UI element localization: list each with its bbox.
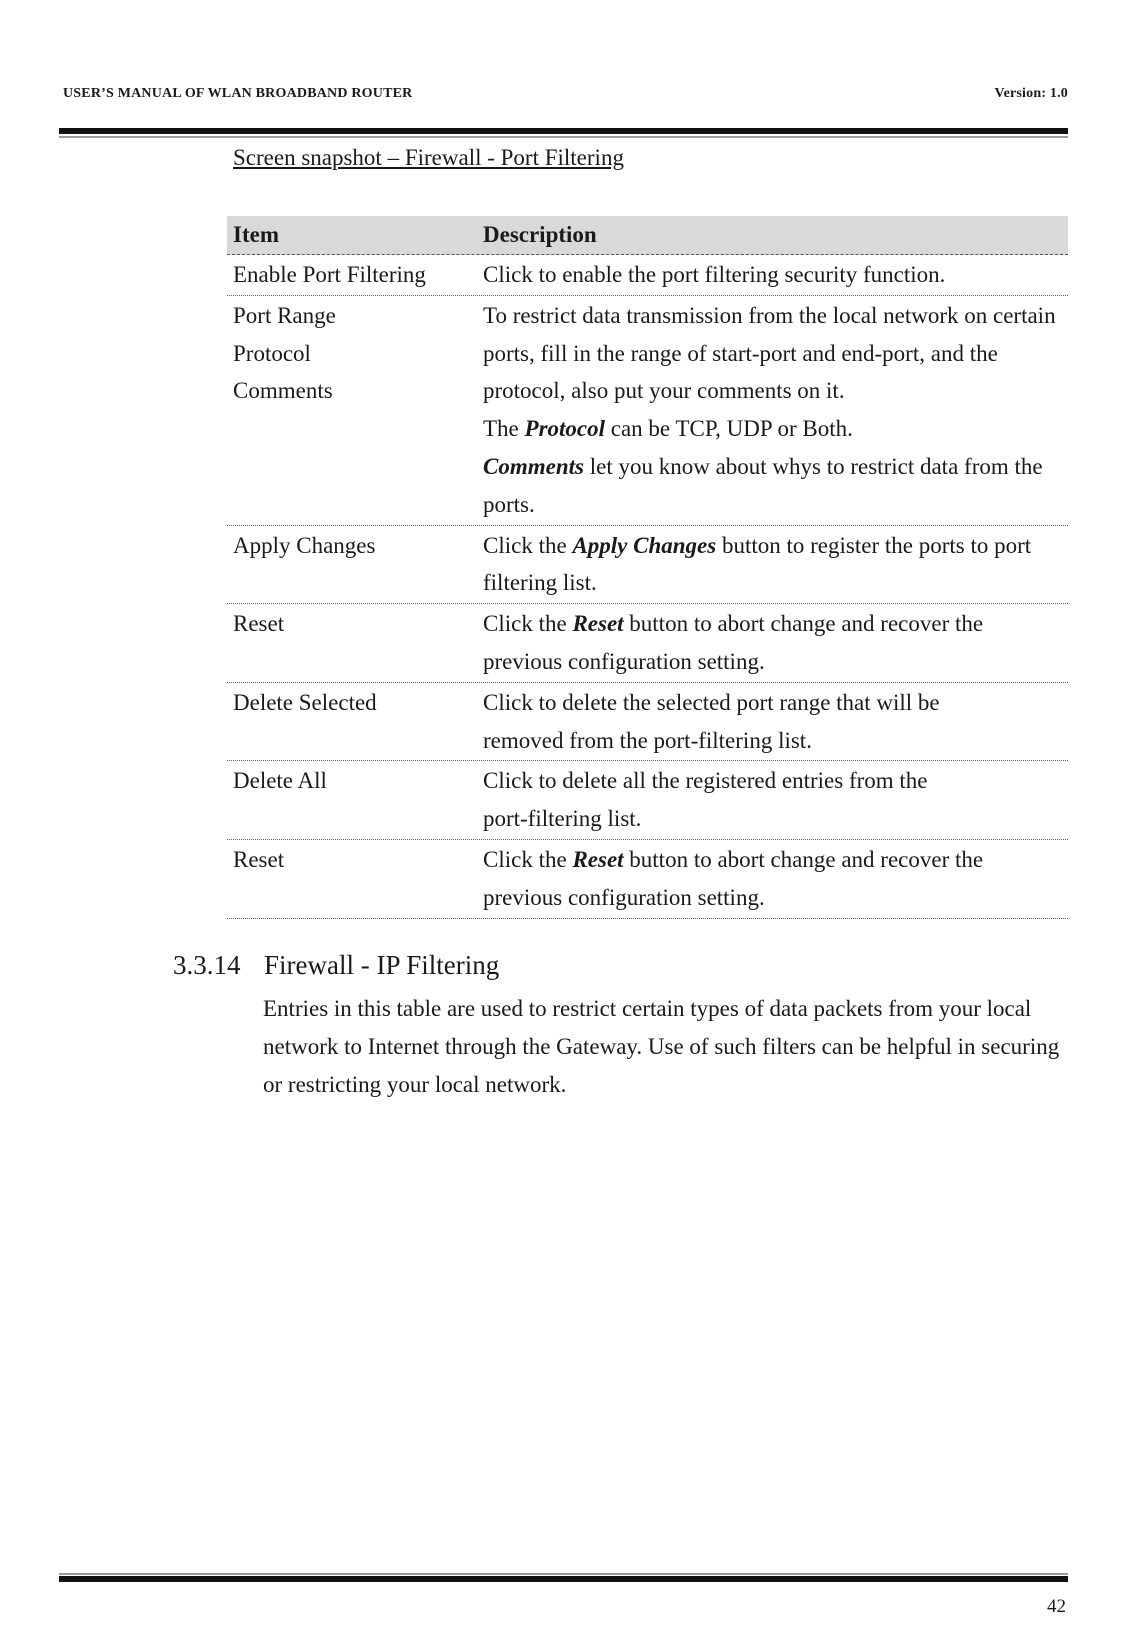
section-heading: [173, 950, 499, 981]
description-cell: [477, 683, 1068, 761]
description-text: The: [483, 416, 525, 442]
description-text: let you know about whys to restrict data from the ports.: [483, 453, 1043, 517]
section-title: Firewall - IP Filtering: [264, 950, 500, 980]
table-header: [227, 216, 1068, 255]
item-cell: [227, 604, 477, 682]
header-rule: [59, 128, 1068, 134]
item-label: Delete All: [233, 768, 327, 794]
manual-title: USER’S MANUAL OF WLAN BROADBAND ROUTER: [63, 86, 413, 101]
table-body: [227, 255, 1068, 919]
emphasis-text: Apply Changes: [572, 532, 717, 558]
item-cell: [227, 683, 477, 761]
item-label: Protocol: [233, 340, 311, 366]
emphasis-text: Protocol: [524, 416, 606, 442]
table-row: [227, 255, 1068, 296]
description-text: Click the: [483, 532, 573, 558]
item-cell: [227, 296, 477, 525]
item-cell: [227, 840, 477, 918]
item-label: Comments: [233, 378, 333, 404]
description-text: button to abort change and recover the previous configuration setting.: [483, 611, 984, 674]
description-text: Click the: [483, 846, 573, 872]
description-text: can be TCP, UDP or Both.: [605, 416, 853, 442]
description-text: button to abort change and recover the previous configuration setting.: [483, 846, 984, 910]
version-label: Version: 1.0: [994, 86, 1068, 101]
description-cell: [477, 761, 1068, 839]
table-row: [227, 683, 1068, 762]
item-cell: [227, 255, 477, 295]
emphasis-text: Comments: [483, 453, 584, 479]
item-label: Reset: [233, 846, 285, 872]
description-cell: [477, 255, 1068, 295]
description-cell: [477, 526, 1068, 604]
section-paragraph: Entries in this table are used to restrict certain types of data packets from your local network to Internet through the Gateway. Use of such filters can be helpful in securing or restricting your local network.: [263, 996, 1060, 1097]
section-number: 3.3.14: [173, 950, 241, 980]
item-cell: [227, 761, 477, 839]
description-cell: [477, 296, 1068, 525]
description-text: To restrict data transmission from the local network on certain ports, fill in the range of start-port and end-port, and the protocol, also put your comments on it.: [483, 302, 1056, 404]
description-cell: [477, 604, 1068, 682]
footer-rule: [59, 1576, 1068, 1582]
column-header-item: Item: [233, 222, 279, 247]
item-label: Port Range: [233, 302, 336, 328]
table-row: [227, 526, 1068, 605]
description-table: [227, 216, 1068, 919]
description-text: Click to delete all the registered entries from the: [483, 768, 928, 794]
description-cell: [477, 840, 1068, 918]
table-row: [227, 761, 1068, 840]
item-cell: [227, 526, 477, 604]
description-text: port-filtering list.: [483, 806, 642, 832]
description-text: Click the: [483, 611, 573, 637]
table-row: [227, 604, 1068, 683]
description-text: Click to enable the port filtering security function.: [483, 262, 946, 287]
table-row: [227, 840, 1068, 919]
footer-rule-thin: [59, 1573, 1068, 1575]
item-label: Reset: [233, 611, 285, 637]
page-number: 42: [1047, 1596, 1066, 1617]
item-label: Delete Selected: [233, 689, 377, 715]
emphasis-text: Reset: [572, 846, 624, 872]
item-label: Enable Port Filtering: [233, 262, 426, 287]
column-header-description: Description: [483, 222, 597, 247]
description-text: button to register the ports to port filtering list.: [483, 532, 1032, 596]
header-rule-thin: [59, 136, 1068, 138]
description-text: Click to delete the selected port range that will be: [483, 689, 940, 715]
snapshot-title: Screen snapshot – Firewall - Port Filtering: [233, 145, 624, 170]
description-text: removed from the port-filtering list.: [483, 727, 812, 753]
table-row: [227, 296, 1068, 526]
item-label: Apply Changes: [233, 532, 376, 558]
emphasis-text: Reset: [572, 611, 624, 637]
